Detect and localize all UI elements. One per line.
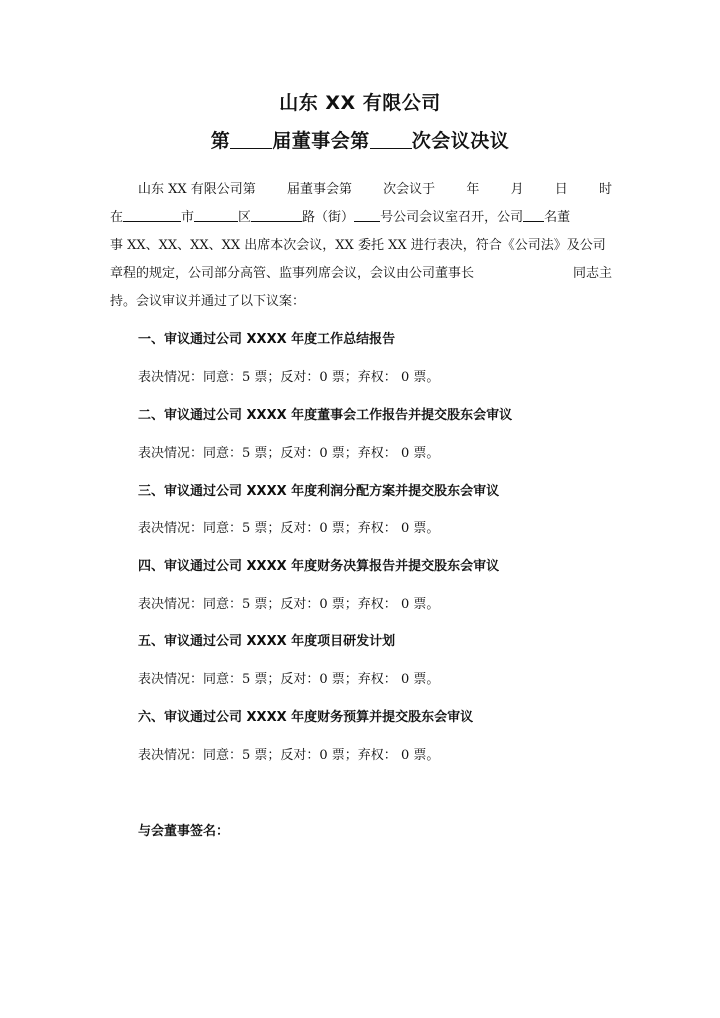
intro-board-meeting: 届董事会第 (286, 182, 352, 197)
intro-line-1 (110, 176, 612, 204)
session-number-blank (230, 130, 272, 149)
intro-held-on: 次会议于 (383, 182, 436, 197)
resolution-title-part3: 次会议决议 (411, 130, 510, 152)
resolution-title (0, 126, 720, 153)
resolution-item-4: 四、审议通过公司 XXXX 年度财务决算报告并提交股东会审议 (138, 559, 500, 574)
resolution-item-3: 三、审议通过公司 XXXX 年度利润分配方案并提交股东会审议 (138, 484, 500, 499)
vote-result-6: 表决情况：同意：5 票；反对：0 票；弃权： 0 票。 (138, 748, 440, 763)
intro-venue: 号公司会议室召开，公司 (380, 210, 524, 225)
director-signature-label: 与会董事签名： (138, 824, 230, 839)
intro-line-4 (110, 260, 612, 288)
number-blank (354, 204, 380, 222)
intro-line-3 (110, 232, 612, 260)
intro-at: 在 (110, 210, 124, 225)
district-blank (194, 204, 238, 222)
director-count-blank (523, 204, 544, 222)
city-blank (123, 204, 181, 222)
intro-month: 月 (510, 182, 524, 197)
resolution-item-1: 一、审议通过公司 XXXX 年度工作总结报告 (138, 332, 396, 347)
intro-chairman: 章程的规定，公司部分高管、监事列席会议，会议由公司董事长 (110, 266, 475, 281)
resolution-title-part1: 第 (210, 130, 231, 152)
intro-presided: 同志主 (572, 266, 612, 281)
resolution-title-part2: 届董事会第 (272, 130, 370, 152)
resolution-item-2: 二、审议通过公司 XXXX 年度董事会工作报告并提交股东会审议 (138, 408, 513, 423)
intro-year: 年 (466, 182, 480, 197)
vote-result-4: 表决情况：同意：5 票；反对：0 票；弃权： 0 票。 (138, 597, 440, 612)
vote-result-5: 表决情况：同意：5 票；反对：0 票；弃权： 0 票。 (138, 672, 440, 687)
vote-result-1: 表决情况：同意：5 票；反对：0 票；弃权： 0 票。 (138, 370, 440, 385)
intro-road: 路（街） (302, 210, 355, 225)
intro-district: 区 (238, 210, 252, 225)
company-title: 山东 XX 有限公司 (279, 92, 441, 114)
road-blank (251, 204, 302, 222)
intro-hour: 时 (598, 182, 612, 197)
intro-directors: 名董 (544, 210, 571, 225)
intro-company-session: 山东 XX 有限公司第 (138, 182, 256, 197)
intro-paragraph (110, 176, 612, 316)
intro-city: 市 (181, 210, 195, 225)
intro-approved: 持。会议审议并通过了以下议案： (110, 294, 306, 309)
vote-result-2: 表决情况：同意：5 票；反对：0 票；弃权： 0 票。 (138, 446, 440, 461)
intro-attendance: 事 XX、XX、XX、XX 出席本次会议，XX 委托 XX 进行表决，符合《公司法》及公司 (110, 238, 606, 253)
meeting-number-blank (370, 130, 412, 149)
resolution-item-6: 六、审议通过公司 XXXX 年度财务预算并提交股东会审议 (138, 710, 474, 725)
intro-line-5 (110, 288, 612, 316)
vote-result-3: 表决情况：同意：5 票；反对：0 票；弃权： 0 票。 (138, 521, 440, 536)
intro-line-2 (110, 204, 612, 232)
resolution-item-5: 五、审议通过公司 XXXX 年度项目研发计划 (138, 634, 396, 649)
intro-day: 日 (554, 182, 568, 197)
